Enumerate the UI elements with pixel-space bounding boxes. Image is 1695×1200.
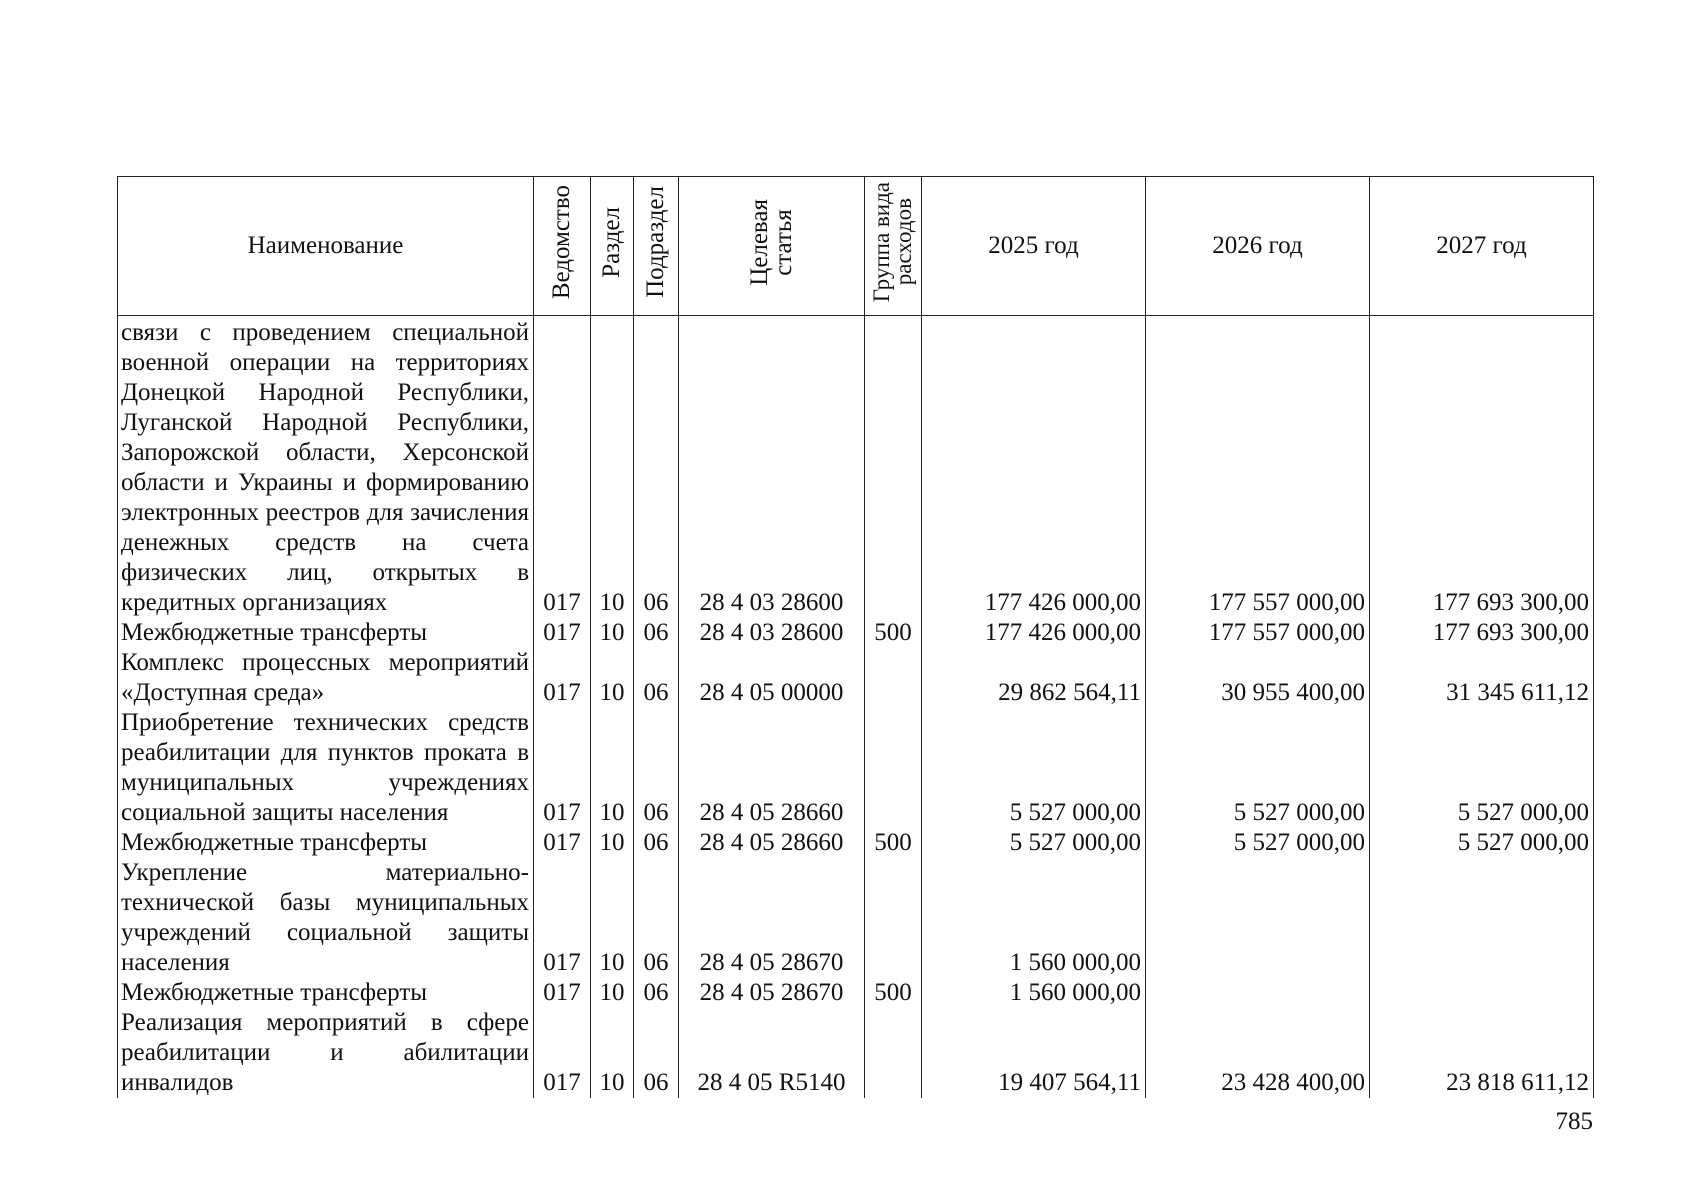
cell-2025: 1 560 000,00 — [922, 978, 1146, 1008]
cell-section: 10 — [591, 978, 634, 1008]
cell-target: 28 4 05 28660 — [679, 828, 865, 858]
cell-dept: 017 — [534, 648, 591, 708]
table-row — [118, 708, 1594, 828]
budget-table — [117, 176, 1594, 1098]
header-dept: Ведомство — [534, 177, 591, 316]
header-target: Целевая статья — [679, 177, 865, 316]
cell-section: 10 — [591, 1008, 634, 1098]
cell-2026: 5 527 000,00 — [1146, 828, 1370, 858]
cell-subsection: 06 — [634, 978, 679, 1008]
header-2025: 2025 год — [922, 177, 1146, 316]
cell-section: 10 — [591, 828, 634, 858]
cell-2025: 177 426 000,00 — [922, 618, 1146, 648]
cell-2025: 5 527 000,00 — [922, 828, 1146, 858]
cell-2026: 5 527 000,00 — [1146, 708, 1370, 828]
cell-2025: 19 407 564,11 — [922, 1008, 1146, 1098]
cell-target: 28 4 03 28600 — [679, 618, 865, 648]
cell-target: 28 4 03 28600 — [679, 316, 865, 619]
header-subsection: Подраздел — [634, 177, 679, 316]
cell-target: 28 4 05 00000 — [679, 648, 865, 708]
cell-group: 500 — [865, 828, 922, 858]
cell-2027: 177 693 300,00 — [1370, 618, 1594, 648]
cell-section: 10 — [591, 708, 634, 828]
cell-target: 28 4 05 28660 — [679, 708, 865, 828]
cell-name: Укрепление материально-технической базы муниципальных учреждений социальной защиты населения — [118, 858, 534, 978]
table-row — [118, 1008, 1594, 1098]
cell-2026: 177 557 000,00 — [1146, 316, 1370, 619]
cell-group — [865, 708, 922, 828]
cell-name: Межбюджетные трансферты — [118, 618, 534, 648]
cell-2025: 1 560 000,00 — [922, 858, 1146, 978]
cell-target: 28 4 05 28670 — [679, 858, 865, 978]
cell-subsection: 06 — [634, 618, 679, 648]
cell-2027: 31 345 611,12 — [1370, 648, 1594, 708]
cell-group — [865, 858, 922, 978]
header-2026: 2026 год — [1146, 177, 1370, 316]
cell-group: 500 — [865, 978, 922, 1008]
cell-2026: 177 557 000,00 — [1146, 618, 1370, 648]
cell-2027: 177 693 300,00 — [1370, 316, 1594, 619]
cell-2026: 23 428 400,00 — [1146, 1008, 1370, 1098]
cell-target: 28 4 05 R5140 — [679, 1008, 865, 1098]
cell-name: Межбюджетные трансферты — [118, 978, 534, 1008]
cell-dept: 017 — [534, 708, 591, 828]
cell-group — [865, 316, 922, 619]
page-number: 785 — [1555, 1108, 1593, 1135]
cell-group — [865, 648, 922, 708]
cell-section: 10 — [591, 648, 634, 708]
header-group: Группа вида расходов — [865, 177, 922, 316]
cell-2027: 5 527 000,00 — [1370, 828, 1594, 858]
cell-2025: 177 426 000,00 — [922, 316, 1146, 619]
cell-name: Реализация мероприятий в сфере реабилитации и абилитации инвалидов — [118, 1008, 534, 1098]
cell-name: связи с проведением специальной военной операции на территориях Донецкой Народной Республики, Луганской Народной Республики, Запорожской области, Херсонской области и Украины и формированию электронных реестров для зачисления денежных средств на счета физических лиц, открытых в кредитных организациях — [118, 316, 534, 619]
cell-group — [865, 1008, 922, 1098]
cell-section: 10 — [591, 316, 634, 619]
table-row — [118, 858, 1594, 978]
table-row — [118, 978, 1594, 1008]
header-name: Наименование — [118, 177, 534, 316]
cell-2027 — [1370, 858, 1594, 978]
cell-dept: 017 — [534, 1008, 591, 1098]
table-row — [118, 648, 1594, 708]
cell-subsection: 06 — [634, 316, 679, 619]
cell-dept: 017 — [534, 858, 591, 978]
cell-section: 10 — [591, 618, 634, 648]
cell-subsection: 06 — [634, 828, 679, 858]
cell-2027: 5 527 000,00 — [1370, 708, 1594, 828]
cell-name: Комплекс процессных мероприятий «Доступная среда» — [118, 648, 534, 708]
cell-2027: 23 818 611,12 — [1370, 1008, 1594, 1098]
cell-subsection: 06 — [634, 1008, 679, 1098]
header-section: Раздел — [591, 177, 634, 316]
cell-dept: 017 — [534, 978, 591, 1008]
cell-2026: 30 955 400,00 — [1146, 648, 1370, 708]
cell-2025: 29 862 564,11 — [922, 648, 1146, 708]
table-row — [118, 618, 1594, 648]
header-2027: 2027 год — [1370, 177, 1594, 316]
cell-2027 — [1370, 978, 1594, 1008]
table-header-row — [118, 177, 1594, 316]
cell-section: 10 — [591, 858, 634, 978]
cell-dept: 017 — [534, 316, 591, 619]
cell-group: 500 — [865, 618, 922, 648]
cell-dept: 017 — [534, 828, 591, 858]
cell-subsection: 06 — [634, 858, 679, 978]
cell-dept: 017 — [534, 618, 591, 648]
cell-subsection: 06 — [634, 708, 679, 828]
cell-subsection: 06 — [634, 648, 679, 708]
cell-2026 — [1146, 858, 1370, 978]
cell-2026 — [1146, 978, 1370, 1008]
cell-target: 28 4 05 28670 — [679, 978, 865, 1008]
cell-2025: 5 527 000,00 — [922, 708, 1146, 828]
cell-name: Приобретение технических средств реабилитации для пунктов проката в муниципальных учреждениях социальной защиты населения — [118, 708, 534, 828]
table-row — [118, 316, 1594, 619]
cell-name: Межбюджетные трансферты — [118, 828, 534, 858]
table-row — [118, 828, 1594, 858]
